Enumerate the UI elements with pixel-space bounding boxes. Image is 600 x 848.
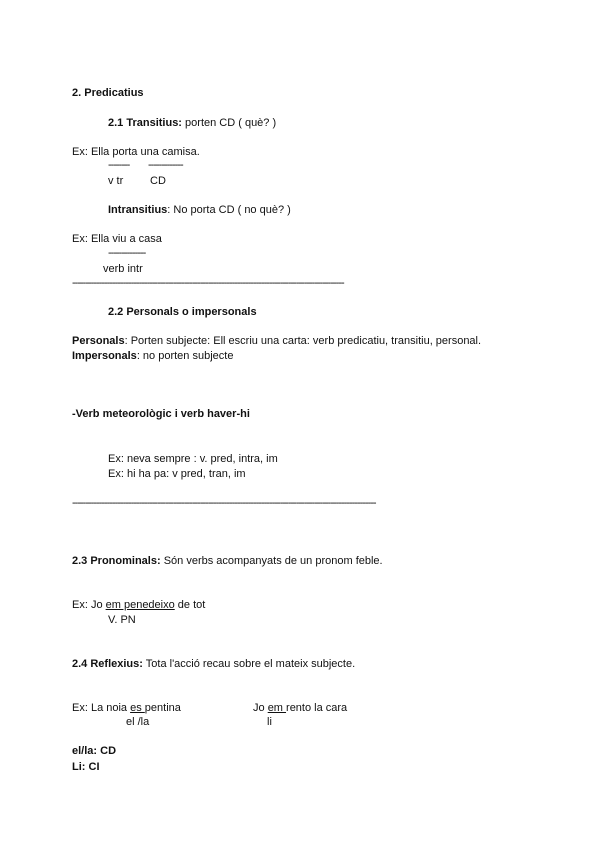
personals-text: : Porten subjecte: Ell escriu una carta: verb predicatiu, transitiu, personal. bbox=[124, 335, 482, 347]
meteo-heading: -Verb meteorològic i verb haver-hi bbox=[72, 408, 250, 420]
reflexius-ex2-suffix: rento la cara bbox=[286, 702, 348, 714]
reflexius-ex1-prefix: Ex: La noia bbox=[72, 702, 131, 714]
impersonals-label: Impersonals bbox=[72, 350, 137, 362]
personals-heading: 2.2 Personals o impersonals bbox=[108, 306, 257, 318]
legend-ci: Li: CI bbox=[72, 761, 100, 773]
transitius-example: Ex: Ella porta una camisa. bbox=[72, 146, 200, 158]
section-title: 2. Predicatius bbox=[72, 87, 144, 99]
personals-label: Personals bbox=[72, 335, 125, 347]
reflexius-desc: Tota l'acció recau sobre el mateix subjecte. bbox=[142, 658, 356, 670]
reflexius-example-2-label: li bbox=[267, 716, 272, 728]
transitius-label-cd: CD bbox=[150, 175, 166, 187]
pronominals-example bbox=[72, 600, 205, 611]
pronominals-line bbox=[72, 556, 383, 567]
transitius-heading: 2.1 Transitius: bbox=[108, 117, 182, 129]
separator-1: ------------------------------------------------------------------------------------------------------ bbox=[72, 278, 344, 289]
pronominals-label: V. PN bbox=[108, 614, 136, 626]
reflexius-ex2-prefix: Jo bbox=[253, 702, 268, 714]
pronominals-heading: 2.3 Pronominals: bbox=[72, 555, 161, 567]
legend-cd: el/la: CD bbox=[72, 745, 117, 757]
intransitius-label: verb intr bbox=[103, 263, 143, 275]
impersonals-text: : no porten subjecte bbox=[136, 350, 234, 362]
intransitius-dash: -------------- bbox=[108, 247, 146, 259]
impersonals-line bbox=[72, 351, 233, 362]
pronominals-ex-suffix: de tot bbox=[174, 599, 206, 611]
reflexius-example-1-label: el /la bbox=[126, 716, 150, 728]
reflexius-example-1 bbox=[72, 703, 181, 714]
reflexius-ex1-pronoun: es bbox=[130, 702, 145, 714]
intransitius-heading: Intransitius bbox=[108, 204, 168, 216]
meteo-example-2: Ex: hi ha pa: v pred, tran, im bbox=[108, 468, 246, 480]
transitius-line bbox=[108, 118, 276, 129]
intransitius-desc: : No porta CD ( no què? ) bbox=[167, 204, 291, 216]
intransitius-line bbox=[108, 205, 291, 216]
pronominals-ex-prefix: Ex: Jo bbox=[72, 599, 106, 611]
intransitius-example: Ex: Ella viu a casa bbox=[72, 233, 162, 245]
reflexius-heading: 2.4 Reflexius: bbox=[72, 658, 143, 670]
pronominals-ex-pronoun: em penedeixo bbox=[105, 599, 175, 611]
separator-2: ------------------------------------------------------------------------------------------------------------------ bbox=[72, 498, 376, 509]
reflexius-line bbox=[72, 659, 355, 670]
transitius-desc: porten CD ( què? ) bbox=[181, 117, 277, 129]
personals-line bbox=[72, 336, 481, 347]
reflexius-ex2-pronoun: em bbox=[267, 702, 287, 714]
transitius-dash-verb: -------- bbox=[108, 159, 130, 171]
meteo-example-1: Ex: neva sempre : v. pred, intra, im bbox=[108, 453, 278, 465]
pronominals-desc: Són verbs acompanyats de un pronom feble. bbox=[160, 555, 383, 567]
transitius-dash-cd: ------------- bbox=[148, 159, 183, 171]
reflexius-ex1-suffix: pentina bbox=[144, 702, 181, 714]
reflexius-example-2 bbox=[253, 703, 347, 714]
transitius-label-verb: v tr bbox=[108, 175, 124, 187]
